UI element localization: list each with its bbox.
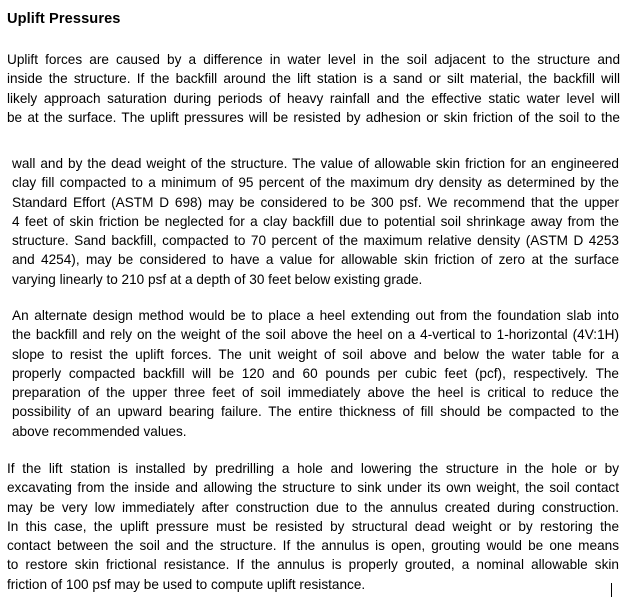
- section-heading: Uplift Pressures: [7, 11, 121, 27]
- paragraph-skin-friction: [12, 154, 619, 289]
- text-line: contact between the soil and the structure. If the annulus is open, grouting would be one means: [7, 538, 619, 554]
- text-line: may be very low immediately after construction due to the annulus created during construction.: [7, 499, 619, 515]
- text-line: varying linearly to 210 psf at a depth of 30 feet below existing grade.: [12, 271, 423, 287]
- text-line: the backfill and rely on the weight of the soil above the heel on a 4-vertical to 1-horizontal (4V:1H): [12, 327, 619, 343]
- text-line: In this case, the uplift pressure must be resisted by structural dead weight or by restoring the: [7, 518, 619, 534]
- text-line: clay fill compacted to a minimum of 95 percent of the maximum dry density as determined by the: [12, 175, 619, 191]
- text-line: preparation of the upper three feet of soil immediately above the heel is critical to reduce the: [12, 385, 619, 401]
- text-line: inside the structure. If the backfill around the lift station is a sand or silt material, the backfill will: [7, 71, 620, 87]
- text-line: structure. Sand backfill, compacted to 70 percent of the maximum relative density (ASTM D 4253: [12, 233, 619, 249]
- text-line: be at the surface. The uplift pressures will be resisted by adhesion or skin friction of the soil to the: [7, 109, 620, 125]
- text-line: An alternate design method would be to place a heel extending out from the foundation slab into: [12, 308, 619, 323]
- text-line: If the lift station is installed by predrilling a hole and lowering the structure in the hole or by: [7, 461, 619, 476]
- text-cursor: [611, 583, 612, 597]
- text-line: Uplift forces are caused by a difference in water level in the soil adjacent to the structure and: [7, 52, 620, 67]
- text-line: excavating from the inside and allowing the structure to sink under its own weight, the soil contact: [7, 480, 619, 496]
- text-line: 4 feet of skin friction be neglected for a clay backfill due to potential soil shrinkage away from the: [12, 213, 619, 229]
- text-line: wall and by the dead weight of the structure. The value of allowable skin friction for an engineered: [12, 156, 619, 171]
- text-line: Standard Effort (ASTM D 698) may be considered to be 300 psf. We recommend that the upper: [12, 194, 619, 210]
- text-line: slope to resist the uplift forces. The unit weight of soil above and below the water table for a: [12, 346, 619, 362]
- text-line: possibility of an upward bearing failure. The entire thickness of fill should be compacted to the: [12, 404, 619, 420]
- text-line: to restore skin frictional resistance. If the annulus is properly grouted, a nominal allowable skin: [7, 557, 619, 573]
- paragraph-alternate-design: [12, 306, 619, 441]
- paragraph-predrilling: [7, 459, 619, 594]
- text-line: likely approach saturation during periods of heavy rainfall and the effective static water level will: [7, 90, 620, 106]
- text-line: and 4254), may be considered to have a value for allowable skin friction of zero at the surface: [12, 252, 619, 268]
- text-line: properly compacted backfill will be 120 and 60 pounds per cubic feet (pcf), respectively. The: [12, 365, 619, 381]
- paragraph-uplift-forces: [7, 50, 620, 127]
- text-line: friction of 100 psf may be used to compute uplift resistance.: [7, 576, 366, 592]
- text-line: above recommended values.: [12, 423, 187, 439]
